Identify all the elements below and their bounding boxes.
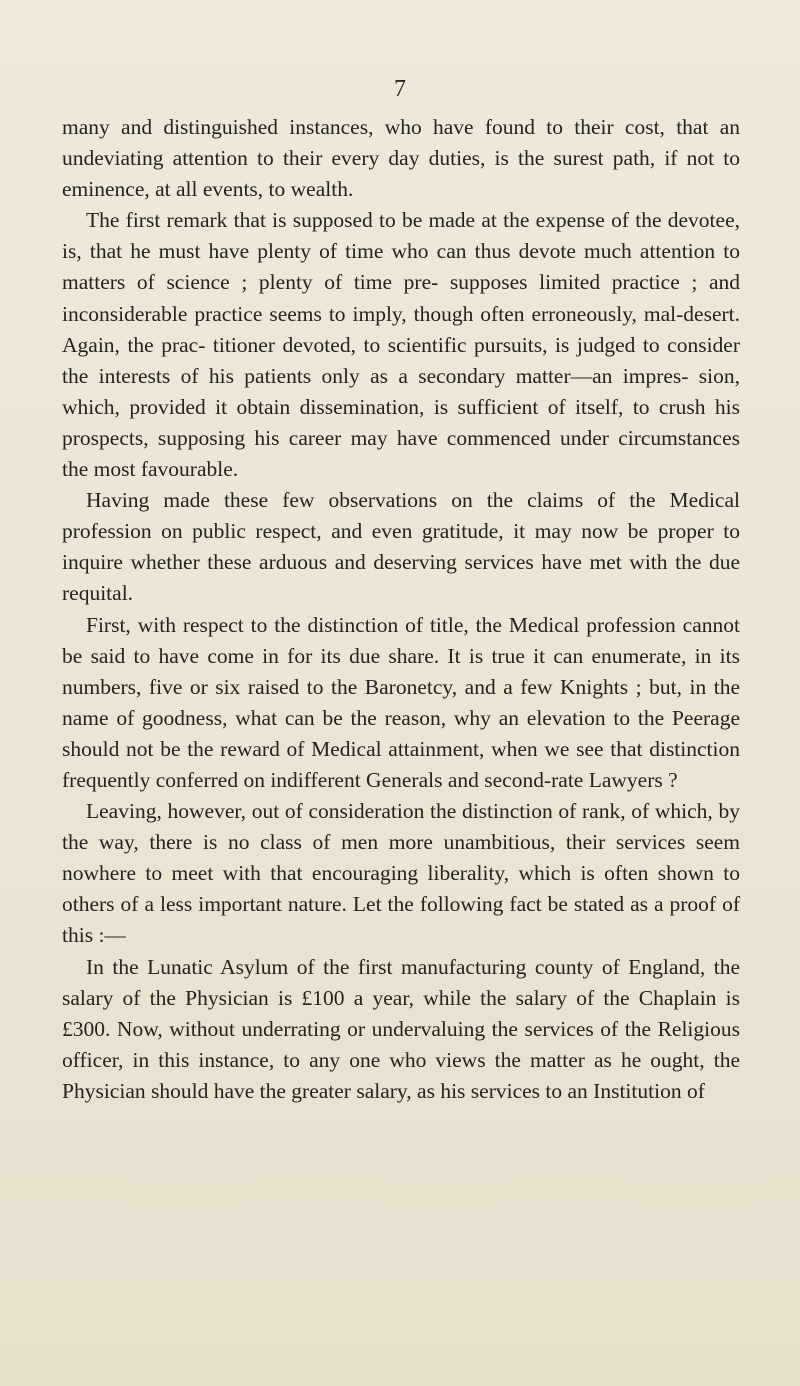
page-number: 7	[394, 76, 406, 102]
paragraph-title-distinction: First, with respect to the distinction of title, the Medical profession cannot be said to have come in for its due share. It is true it can enumerate, in its numbers, five or six raised to the Baronetcy, and a few Knights ; but, in the name of goodness, what can be the reason, why an elevation to the Peerage should not be the reward of Medical attainment, when we see that distinction frequently conferred on indifferent Generals and second-rate Lawyers ?	[62, 612, 740, 792]
paragraph-continuation: many and distinguished instances, who have found to their cost, that an undeviating attention to their every day duties, is the surest path, if not to eminence, at all events, to wealth.	[62, 115, 740, 202]
paragraph-having-made: Having made these few observations on the claims of the Medical profession on public respect, and even gratitude, it may now be proper to inquire whether these arduous and deserving services have met with the due requital.	[62, 488, 740, 606]
paragraph-asylum-salary: In the Lunatic Asylum of the first manufacturing county of England, the salary of the Physician is £100 a year, while the salary of the Chaplain is £300. Now, without underrating or undervaluing the services of the Religious officer, in this instance, to any one who views the matter as he ought, the Physician should have the greater salary, as his services to an Institution of	[62, 954, 740, 1103]
body-text	[62, 112, 740, 1107]
paragraph-rank: Leaving, however, out of consideration the distinction of rank, of which, by the way, there is no class of men more unambitious, their services seem nowhere to meet with that encouraging liberality, which is often shown to others of a less important nature. Let the following fact be stated as a proof of this :—	[62, 799, 740, 948]
paragraph-first-remark: The first remark that is supposed to be made at the expense of the devotee, is, that he must have plenty of time who can thus devote much attention to matters of science ; plenty of time pre- supposes limited practice ; and inconsiderable practice seems to imply, though often erroneously, mal-desert. Again, the prac- titioner devoted, to scientific pursuits, is judged to consider the interests of his patients only as a secondary matter—an impres- sion, which, provided it obtain dissemination, is sufficient of itself, to crush his prospects, supposing his career may have commenced under circumstances the most favourable.	[62, 208, 740, 482]
